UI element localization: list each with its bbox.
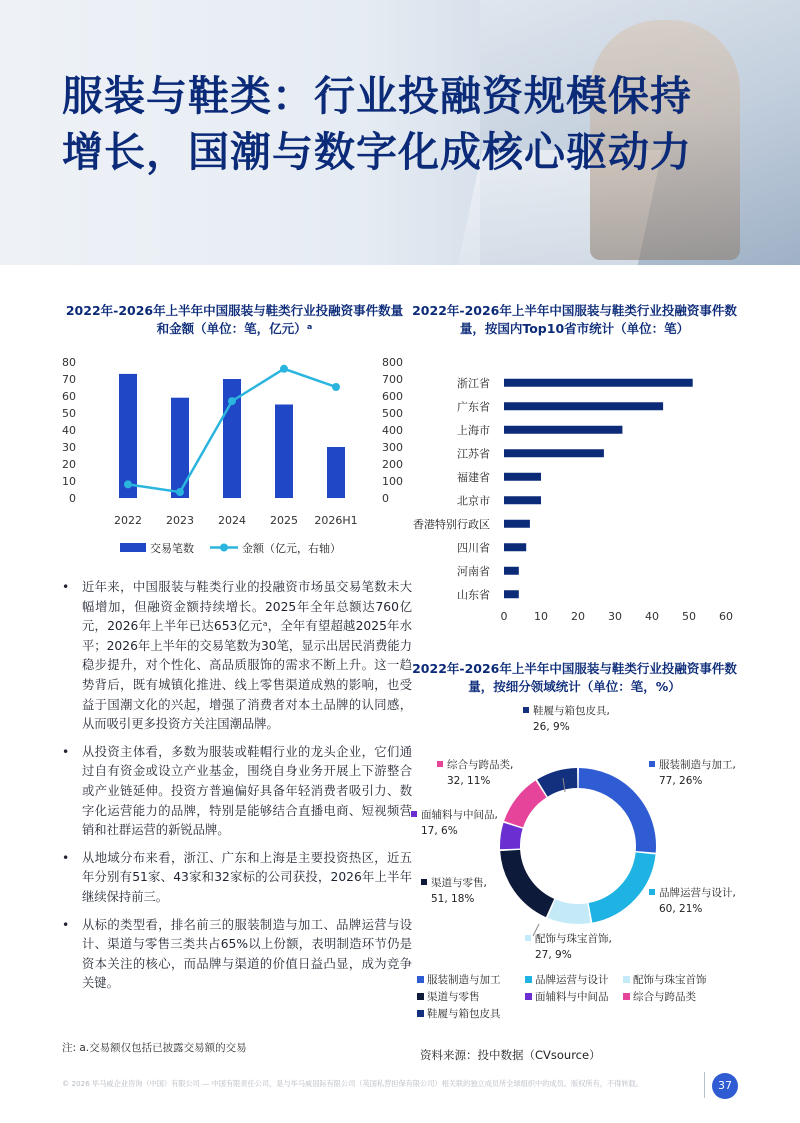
bullet-item: • 近年来，中国服装与鞋类行业的投融资市场虽交易笔数未大幅增加，但融资金额持续增长。2025年全年总额达760亿元，2026年上半年已达653亿元ᵃ，全年有望超越2025年水平；2026年上半年的交易笔数为30笔，显示出居民消费能力稳步提升，对个性化、高品质服饰的需求不断上升。这一趋势背后，既有城镇化推进、线上零售渠道成熟的影响，也受益于国潮文化的兴起，增强了消费者对本土品牌的认同感，从而吸引更多投资方关注国潮品牌。 — [62, 580, 412, 732]
y-right-tick-label: 0 — [382, 492, 389, 505]
legend-label: 鞋履与箱包皮具 — [427, 1008, 501, 1020]
x-tick-label: 2022 — [114, 514, 142, 527]
legend-label: 面辅料与中间品 — [535, 991, 609, 1003]
donut-slice — [579, 778, 646, 852]
category-label: 浙江省 — [457, 376, 490, 390]
x-tick-label: 2023 — [166, 514, 194, 527]
y-left-tick-label: 60 — [62, 390, 76, 403]
slice-label-name: 渠道与零售, — [431, 877, 487, 889]
donut-slice — [510, 850, 550, 907]
page-title — [62, 68, 762, 180]
line-point — [124, 480, 132, 488]
legend-label: 品牌运营与设计 — [535, 974, 609, 986]
x-tick-label: 2025 — [270, 514, 298, 527]
category-label: 上海市 — [457, 423, 490, 437]
province-bar-chart — [400, 365, 770, 665]
bullet-item: • 从标的类型看，排名前三的服装制造与加工、品牌运营与设计、渠道与零售三类共占65%以上份额，表明制造环节仍是资本关注的核心，而品牌与渠道的价值日益凸显，成为竞争关键。 — [62, 917, 412, 991]
legend-swatch — [417, 976, 424, 983]
footnote: 注: a.交易额仅包括已披露交易额的交易 — [62, 1042, 247, 1054]
combo-chart — [52, 352, 422, 572]
x-tick-label: 40 — [645, 610, 659, 623]
bar — [504, 567, 519, 575]
slice-label-value: 17, 6% — [421, 825, 458, 837]
legend-swatch — [417, 1010, 424, 1017]
bar — [504, 496, 541, 504]
y-left-tick-label: 20 — [62, 458, 76, 471]
slice-label-marker — [649, 889, 655, 895]
bar — [504, 449, 604, 457]
y-right-tick-label: 700 — [382, 373, 403, 386]
slice-label-marker — [649, 761, 655, 767]
y-right-tick-label: 800 — [382, 356, 403, 369]
bar — [275, 405, 293, 499]
y-left-tick-label: 10 — [62, 475, 76, 488]
x-tick-label: 50 — [682, 610, 696, 623]
slice-label-name: 品牌运营与设计, — [659, 887, 736, 899]
legend-swatch-bar — [120, 543, 146, 552]
bullet-item: • 从地域分布来看，浙江、广东和上海是主要投资热区，近五年分别有51家、43家和32家标的公司获投，2026年上半年继续保持前三。 — [62, 850, 412, 904]
bullet-item: • 从投资主体看，多数为服装或鞋帽行业的龙头企业，它们通过自有资金或设立产业基金，围绕自身业务开展上下游整合或产业链延伸。投资方普遍偏好具备年轻消费者吸引力、数字化运营能力的品牌，特别是能够结合直播电商、短视频营销和社群运营的新锐品牌。 — [62, 744, 412, 838]
slice-label-value: 51, 18% — [431, 893, 475, 905]
slice-label-value: 27, 9% — [535, 949, 572, 961]
bar — [504, 402, 663, 410]
slice-label-marker — [525, 935, 531, 941]
slice-label-name: 鞋履与箱包皮具, — [533, 705, 610, 717]
legend-label: 综合与跨品类 — [633, 991, 696, 1003]
y-right-tick-label: 500 — [382, 407, 403, 420]
legend-swatch — [525, 976, 532, 983]
legend-swatch — [525, 993, 532, 1000]
x-tick-label: 30 — [608, 610, 622, 623]
y-left-tick-label: 80 — [62, 356, 76, 369]
y-left-tick-label: 70 — [62, 373, 76, 386]
x-tick-label: 2024 — [218, 514, 246, 527]
category-label: 福建省 — [457, 470, 490, 484]
slice-label-name: 配饰与珠宝首饰, — [535, 933, 612, 945]
y-right-tick-label: 200 — [382, 458, 403, 471]
bar — [504, 473, 541, 481]
donut-slice — [552, 909, 589, 914]
x-tick-label: 10 — [534, 610, 548, 623]
legend-label: 渠道与零售 — [427, 991, 480, 1003]
y-right-tick-label: 100 — [382, 475, 403, 488]
slice-label-value: 77, 26% — [659, 775, 703, 787]
category-label: 江苏省 — [457, 447, 490, 461]
legend-swatch — [623, 993, 630, 1000]
slice-label-name: 服装制造与加工, — [659, 759, 736, 771]
y-left-tick-label: 30 — [62, 441, 76, 454]
category-label: 广东省 — [457, 400, 490, 414]
chart3-title: 2022年-2026年上半年中国服装与鞋类行业投融资事件数量，按细分领域统计（单位：笔，%） — [412, 661, 737, 694]
line-point — [176, 488, 184, 496]
bar — [119, 374, 137, 498]
bar — [504, 379, 693, 387]
page-title-line2: 增长，国潮与数字化成核心驱动力 — [62, 128, 692, 176]
chart2-title: 2022年-2026年上半年中国服装与鞋类行业投融资事件数量，按国内Top10省市统计（单位：笔） — [412, 303, 737, 336]
bar — [504, 590, 519, 598]
slice-label-value: 26, 9% — [533, 721, 570, 733]
category-label: 山东省 — [457, 588, 490, 602]
page-number: 37 — [712, 1073, 738, 1099]
slice-label-marker — [523, 707, 529, 713]
bar — [504, 543, 526, 551]
donut-slice — [591, 853, 646, 912]
slice-label-marker — [437, 761, 443, 767]
y-left-tick-label: 50 — [62, 407, 76, 420]
y-right-tick-label: 600 — [382, 390, 403, 403]
category-label: 河南省 — [457, 564, 490, 578]
analysis-bullets — [62, 578, 412, 1002]
y-left-tick-label: 40 — [62, 424, 76, 437]
bar — [327, 447, 345, 498]
legend-marker-line — [220, 544, 228, 552]
donut-slice — [542, 778, 577, 788]
legend-swatch — [623, 976, 630, 983]
legend-label: 服装制造与加工 — [427, 974, 501, 986]
segment-donut-chart — [405, 700, 785, 1040]
y-right-tick-label: 400 — [382, 424, 403, 437]
donut-slice — [510, 826, 513, 849]
header-banner — [0, 0, 800, 265]
copyright-footer: © 2026 毕马威企业咨询（中国）有限公司 — 中国有限责任公司，是与毕马威国际有限公司（英国私营担保有限公司）相关联的独立成员所全球组织中的成员。版权所有，不得转载。 — [62, 1079, 643, 1088]
x-tick-label: 60 — [719, 610, 733, 623]
x-tick-label: 2026H1 — [314, 514, 358, 527]
slice-label-name: 综合与跨品类, — [447, 759, 514, 771]
legend-label-bar: 交易笔数 — [150, 542, 194, 555]
page-title-line1: 服装与鞋类：行业投融资规模保持 — [62, 72, 692, 120]
data-source: 资料来源：投中数据（CVsource） — [420, 1048, 601, 1062]
legend-label-line: 金额（亿元，右轴） — [242, 542, 341, 555]
slice-label-value: 32, 11% — [447, 775, 491, 787]
slice-label-name: 面辅料与中间品, — [421, 809, 498, 821]
x-tick-label: 20 — [571, 610, 585, 623]
line-point — [228, 397, 236, 405]
legend-swatch — [417, 993, 424, 1000]
bar — [504, 426, 622, 434]
bar — [504, 520, 530, 528]
category-label: 北京市 — [457, 494, 490, 508]
y-left-tick-label: 0 — [69, 492, 76, 505]
legend-label: 配饰与珠宝首饰 — [633, 974, 707, 986]
y-right-tick-label: 300 — [382, 441, 403, 454]
x-tick-label: 0 — [500, 610, 508, 623]
footer-divider — [704, 1072, 705, 1098]
category-label: 四川省 — [457, 541, 490, 555]
donut-slice — [514, 789, 541, 824]
category-label: 香港特别行政区 — [413, 517, 490, 531]
slice-label-value: 60, 21% — [659, 903, 703, 915]
line-point — [280, 365, 288, 373]
chart1-title: 2022年-2026年上半年中国服装与鞋类行业投融资事件数量和金额（单位：笔，亿元）ᵃ — [65, 303, 404, 336]
line-point — [332, 383, 340, 391]
slice-label-marker — [421, 879, 427, 885]
